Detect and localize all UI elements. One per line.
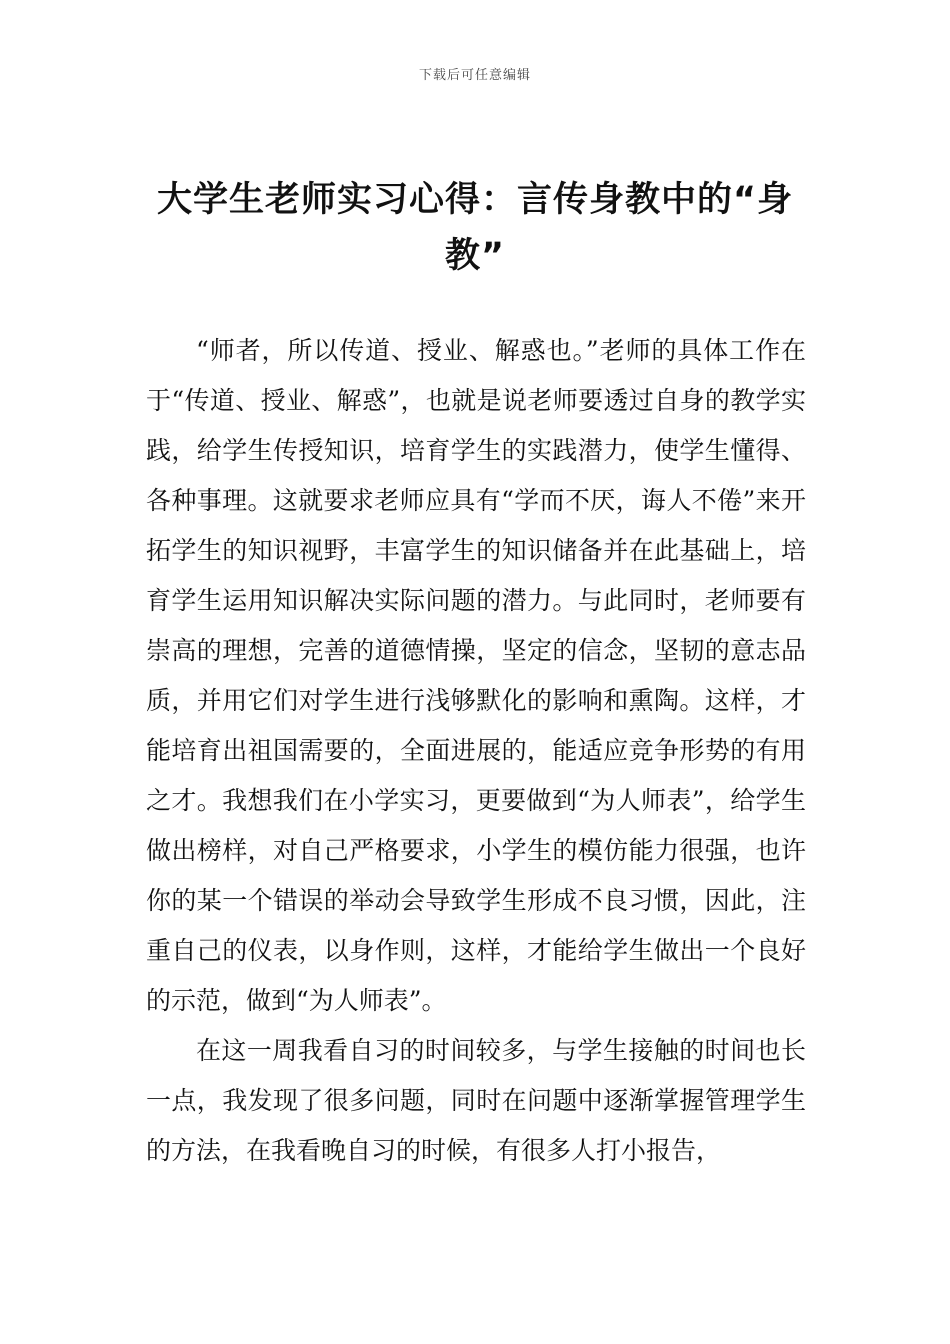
paragraph: 在这一周我看自习的时间较多，与学生接触的时间也长一点，我发现了很多问题，同时在问题中逐渐掌握管理学生的方法，在我看晚自习的时候，有很多人打小报告， — [146, 1036, 806, 1165]
document-title: 大学生老师实习心得：言传身教中的“身教” — [156, 180, 793, 276]
document-body — [146, 326, 806, 1176]
paragraph: “师者，所以传道、授业、解惑也。”老师的具体工作在于“传道、授业、解惑”，也就是说老师要透过自身的教学实践，给学生传授知识，培育学生的实践潜力，使学生懂得、各种事理。这就要求老师应具有“学而不厌，诲人不倦”来开拓学生的知识视野，丰富学生的知识储备并在此基础上，培育学生运用知识解决实际问题的潜力。与此同时，老师要有崇高的理想，完善的道德情操，坚定的信念，坚韧的意志品质，并用它们对学生进行浅够默化的影响和熏陶。这样，才能培育出祖国需要的，全面进展的，能适应竞争形势的有用之才。我想我们在小学实习，更要做到“为人师表”，给学生做出榜样，对自己严格要求，小学生的模仿能力很强，也许你的某一个错误的举动会导致学生形成不良习惯，因此，注重自己的仪表，以身作则，这样，才能给学生做出一个良好的示范，做到“为人师表”。 — [146, 336, 806, 1015]
header-note: 下载后可任意编辑 — [418, 68, 531, 83]
